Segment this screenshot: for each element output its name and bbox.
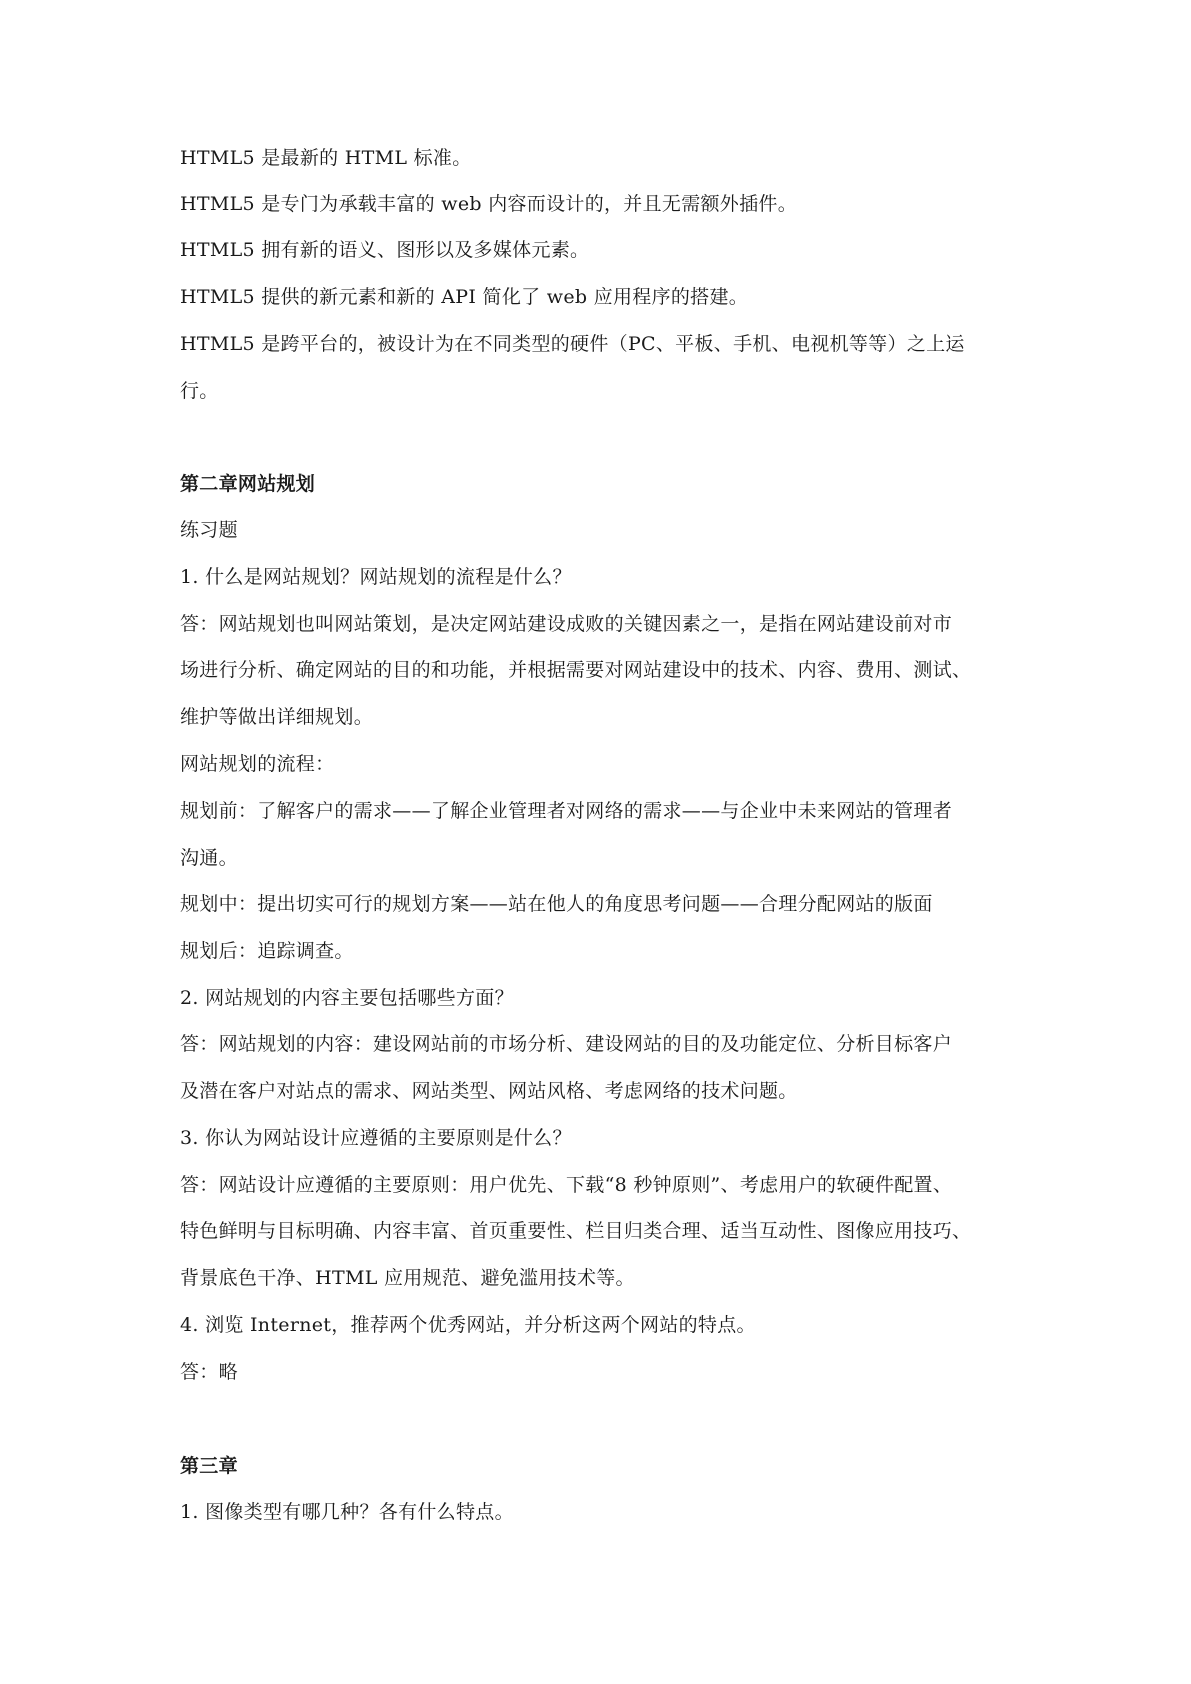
chapter2-line-1: 1. 什么是网站规划？网站规划的流程是什么？ [180, 566, 572, 588]
chapter2-line-18: 答：略 [180, 1361, 238, 1383]
chapter2-line-13: 3. 你认为网站设计应遵循的主要原则是什么？ [180, 1127, 572, 1149]
intro-line-6: 行。 [180, 380, 219, 402]
intro-line-4: HTML5 提供的新元素和新的 API 简化了 web 应用程序的搭建。 [180, 286, 749, 308]
intro-line-3: HTML5 拥有新的语义、图形以及多媒体元素。 [180, 239, 590, 261]
chapter2-line-17: 4. 浏览 Internet，推荐两个优秀网站，并分析这两个网站的特点。 [180, 1314, 756, 1336]
chapter2-line-10: 2. 网站规划的内容主要包括哪些方面？ [180, 987, 514, 1009]
chapter2-line-12: 及潜在客户对站点的需求、网站类型、网站风格、考虑网络的技术问题。 [180, 1080, 798, 1102]
chapter3-line-1: 1. 图像类型有哪几种？各有什么特点。 [180, 1501, 514, 1523]
chapter2-line-4: 维护等做出详细规划。 [180, 706, 374, 728]
chapter2-line-15: 特色鲜明与目标明确、内容丰富、首页重要性、栏目归类合理、适当互动性、图像应用技巧、 [180, 1220, 972, 1242]
chapter2-line-11: 答：网站规划的内容：建设网站前的市场分析、建设网站的目的及功能定位、分析目标客户 [180, 1033, 953, 1055]
chapter2-line-8: 规划中：提出切实可行的规划方案——站在他人的角度思考问题——合理分配网站的版面 [180, 893, 933, 915]
chapter2-subtitle: 练习题 [180, 519, 238, 541]
chapter2-line-2: 答：网站规划也叫网站策划，是决定网站建设成败的关键因素之一，是指在网站建设前对市 [180, 613, 953, 635]
chapter2-line-7: 沟通。 [180, 847, 238, 869]
chapter2-line-16: 背景底色干净、HTML 应用规范、避免滥用技术等。 [180, 1267, 635, 1289]
intro-line-2: HTML5 是专门为承载丰富的 web 内容而设计的，并且无需额外插件。 [180, 193, 797, 215]
chapter2-line-5: 网站规划的流程： [180, 753, 335, 775]
chapter2-line-14: 答：网站设计应遵循的主要原则：用户优先、下载“8 秒钟原则”、考虑用户的软硬件配置、 [180, 1174, 953, 1196]
chapter2-line-3: 场进行分析、确定网站的目的和功能，并根据需要对网站建设中的技术、内容、费用、测试、 [180, 659, 972, 681]
chapter2-title: 第二章网站规划 [180, 473, 316, 495]
intro-line-5: HTML5 是跨平台的，被设计为在不同类型的硬件（PC、平板、手机、电视机等等）之上运 [180, 333, 965, 355]
chapter2-line-6: 规划前：了解客户的需求——了解企业管理者对网络的需求——与企业中未来网站的管理者 [180, 800, 953, 822]
chapter3-title: 第三章 [180, 1455, 238, 1477]
chapter2-line-9: 规划后：追踪调查。 [180, 940, 354, 962]
intro-line-1: HTML5 是最新的 HTML 标准。 [180, 147, 472, 169]
